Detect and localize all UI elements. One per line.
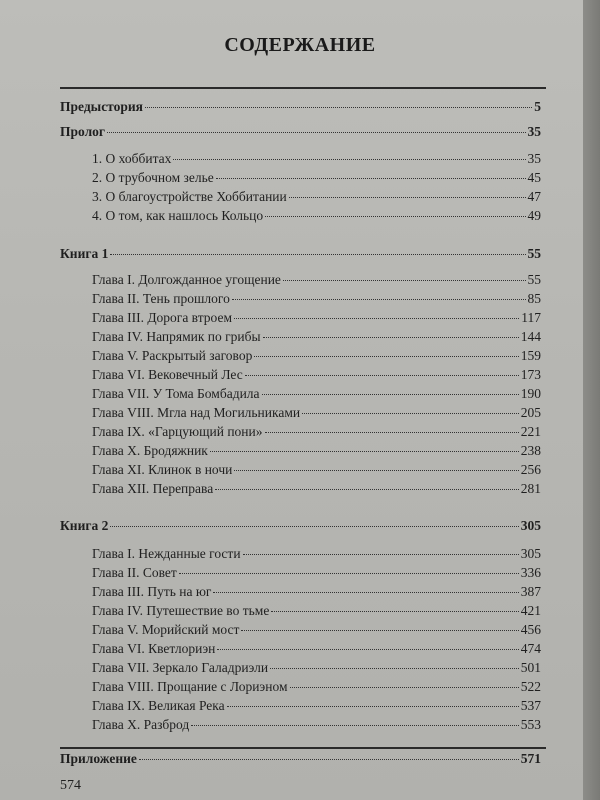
toc-label: Глава III. Дорога втроем: [92, 310, 232, 325]
toc-label: Глава XII. Переправа: [92, 481, 214, 496]
toc-label: Пролог: [60, 124, 106, 139]
dot-leader: [232, 299, 526, 300]
dot-leader: [215, 489, 519, 490]
toc-page-number: 522: [520, 679, 541, 694]
toc-entry: [92, 271, 541, 289]
toc-entry: [92, 366, 541, 384]
toc-label: Глава VII. У Тома Бомбадила: [92, 386, 260, 401]
dot-leader: [243, 554, 519, 555]
toc-label: Глава V. Морийский мост: [92, 622, 240, 637]
toc-page-number: 173: [520, 367, 541, 382]
toc-page-number: 35: [527, 124, 541, 139]
toc-label: Глава IX. Великая Река: [92, 698, 225, 713]
toc-section: [60, 245, 541, 263]
toc-label: Глава III. Путь на юг: [92, 584, 212, 599]
dot-leader: [216, 178, 526, 179]
toc-page-number: 238: [520, 443, 541, 458]
page-number: 574: [60, 778, 81, 793]
dot-leader: [139, 759, 519, 760]
toc-label: Глава IV. Напрямик по грибы: [92, 329, 261, 344]
toc-label: Книга 2: [60, 518, 109, 533]
toc-page-number: 55: [527, 272, 541, 287]
toc-entry: [92, 404, 541, 422]
toc-label: Глава X. Разброд: [92, 717, 190, 732]
toc-entry: [92, 640, 541, 658]
toc-label: Глава II. Совет: [92, 565, 177, 580]
toc-entry: [92, 169, 541, 187]
dot-leader: [179, 573, 519, 574]
toc-label: Книга 1: [60, 246, 109, 261]
dot-leader: [289, 197, 526, 198]
dot-leader: [234, 318, 519, 319]
toc-entry: [92, 564, 541, 582]
dot-leader: [263, 337, 519, 338]
toc-section: [60, 750, 541, 768]
toc-page-number: 336: [520, 565, 541, 580]
toc-page-number: 205: [520, 405, 541, 420]
toc-entry: [92, 328, 541, 346]
toc-entry: [92, 480, 541, 498]
toc-page-number: 281: [520, 481, 541, 496]
dot-leader: [213, 592, 518, 593]
toc-entry: [92, 423, 541, 441]
toc-label: 1. О хоббитах: [92, 151, 172, 166]
toc-label: Глава II. Тень прошлого: [92, 291, 230, 306]
dot-leader: [234, 470, 518, 471]
toc-entry: [92, 309, 541, 327]
rule-bottom: [60, 747, 546, 749]
toc-section: [60, 123, 541, 141]
dot-leader: [290, 687, 519, 688]
toc-page-number: 221: [520, 424, 541, 439]
dot-leader: [107, 132, 525, 133]
dot-leader: [173, 159, 525, 160]
toc-label: 3. О благоустройстве Хоббитании: [92, 189, 287, 204]
toc-page-number: 159: [520, 348, 541, 363]
dot-leader: [245, 375, 519, 376]
toc-label: Глава VIII. Прощание с Лориэном: [92, 679, 288, 694]
toc-page-number: 501: [520, 660, 541, 675]
toc-section: [60, 98, 541, 116]
toc-entry: [92, 583, 541, 601]
toc-page-number: 55: [527, 246, 541, 261]
toc-page-number: 5: [534, 99, 541, 114]
toc-label: 4. О том, как нашлось Кольцо: [92, 208, 264, 223]
toc-entry: [92, 716, 541, 734]
rule-top: [60, 87, 546, 89]
dot-leader: [191, 725, 518, 726]
toc-entry: [92, 347, 541, 365]
dot-leader: [217, 649, 518, 650]
toc-page-number: 456: [520, 622, 541, 637]
toc-label: Глава I. Долгожданное угощение: [92, 272, 281, 287]
toc-entry: [92, 602, 541, 620]
dot-leader: [110, 254, 525, 255]
toc-page-number: 553: [520, 717, 541, 732]
toc-label: Предыстория: [60, 99, 143, 114]
toc-label: Глава VI. Кветлориэн: [92, 641, 216, 656]
toc-page-number: 47: [527, 189, 541, 204]
dot-leader: [227, 706, 519, 707]
toc-page-number: 49: [527, 208, 541, 223]
toc-page-number: 387: [520, 584, 541, 599]
toc-entry: [92, 659, 541, 677]
toc-entry: [92, 621, 541, 639]
toc-label: Приложение: [60, 751, 137, 766]
toc-page-number: 117: [521, 310, 541, 325]
toc-entry: [92, 188, 541, 206]
toc-entry: [92, 461, 541, 479]
toc-page-number: 474: [520, 641, 541, 656]
toc-page-number: 45: [527, 170, 541, 185]
dot-leader: [265, 216, 525, 217]
toc-entry: [92, 442, 541, 460]
toc-label: 2. О трубочном зелье: [92, 170, 214, 185]
dot-leader: [270, 668, 519, 669]
toc-page-number: 571: [520, 751, 541, 766]
dot-leader: [110, 526, 518, 527]
toc-section: [60, 517, 541, 535]
toc-page-number: 421: [520, 603, 541, 618]
toc-label: Глава V. Раскрытый заговор: [92, 348, 253, 363]
toc-page-number: 305: [520, 546, 541, 561]
toc-page-number: 85: [527, 291, 541, 306]
toc-page-number: 537: [520, 698, 541, 713]
dot-leader: [210, 451, 519, 452]
toc-label: Глава XI. Клинок в ночи: [92, 462, 233, 477]
toc-entry: [92, 207, 541, 225]
toc-label: Глава IX. «Гарцующий пони»: [92, 424, 263, 439]
toc-entry: [92, 150, 541, 168]
toc-entry: [92, 385, 541, 403]
toc-entry: [92, 290, 541, 308]
toc-label: Глава IV. Путешествие во тьме: [92, 603, 270, 618]
dot-leader: [271, 611, 518, 612]
toc-label: Глава X. Бродяжник: [92, 443, 208, 458]
page-edge: [583, 0, 600, 800]
page-title: СОДЕРЖАНИЕ: [224, 34, 376, 56]
toc-label: Глава VI. Вековечный Лес: [92, 367, 243, 382]
toc-entry: [92, 545, 541, 563]
dot-leader: [241, 630, 518, 631]
toc-page-number: 144: [520, 329, 541, 344]
dot-leader: [302, 413, 519, 414]
toc-label: Глава VII. Зеркало Галадриэли: [92, 660, 269, 675]
dot-leader: [254, 356, 518, 357]
toc-entry: [92, 697, 541, 715]
dot-leader: [283, 280, 526, 281]
dot-leader: [145, 107, 532, 108]
dot-leader: [265, 432, 519, 433]
toc-page-number: 190: [520, 386, 541, 401]
toc-page-number: 35: [527, 151, 541, 166]
toc-entry: [92, 678, 541, 696]
dot-leader: [262, 394, 519, 395]
toc-page-number: 256: [520, 462, 541, 477]
toc-page-number: 305: [520, 518, 541, 533]
toc-label: Глава I. Нежданные гости: [92, 546, 241, 561]
toc-label: Глава VIII. Мгла над Могильниками: [92, 405, 301, 420]
